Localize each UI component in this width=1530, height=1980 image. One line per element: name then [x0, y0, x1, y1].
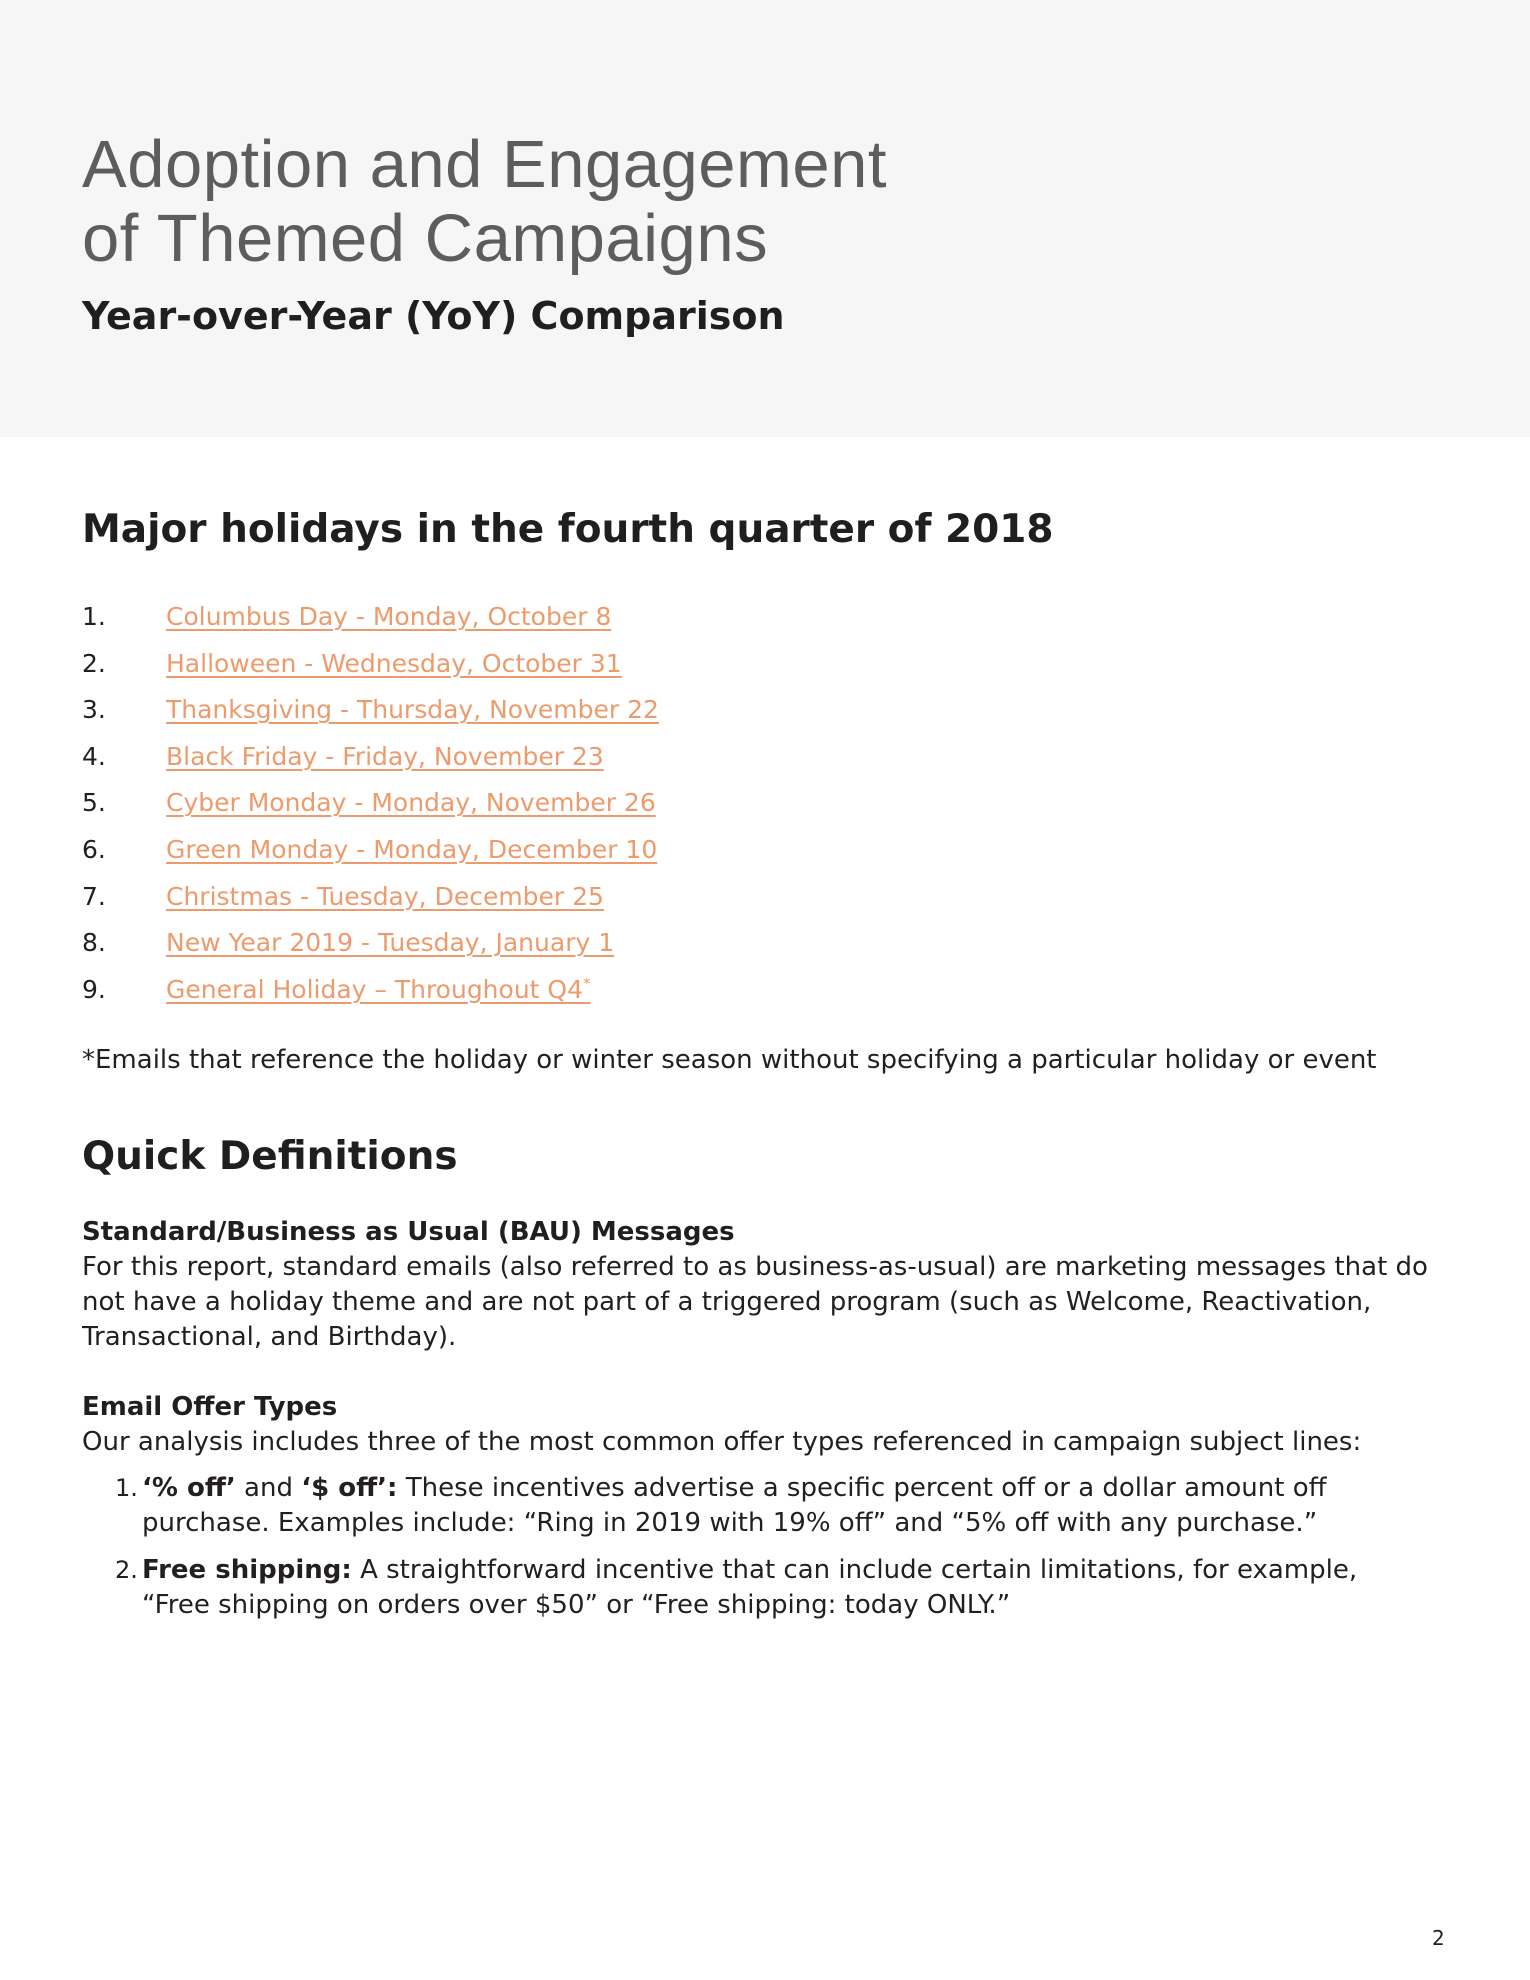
- holiday-number: 6.: [82, 834, 106, 864]
- holiday-number: 4.: [82, 741, 106, 771]
- offer-types-intro: Our analysis includes three of the most common offer types referenced in campaign subject lines:: [82, 1427, 1362, 1457]
- offer-term-dollar-off: ‘$ off’:: [301, 1473, 398, 1503]
- offer-term-percent-off: ‘% off’: [142, 1473, 236, 1503]
- document-title-line-2: of Themed Campaigns: [82, 201, 769, 276]
- offer-types-title: Email Offer Types: [82, 1392, 338, 1422]
- holiday-link-christmas[interactable]: Christmas - Tuesday, December 25: [166, 881, 604, 911]
- holiday-number: 1.: [82, 602, 106, 631]
- holiday-number: 3.: [82, 695, 106, 725]
- offer-description: A straightforward incentive that can include certain limitations, for example, “Free shipping on orders over $50” or “Free shipping: today ONLY.”: [142, 1555, 1358, 1620]
- holiday-link-halloween[interactable]: Halloween - Wednesday, October 31: [166, 648, 622, 678]
- document-title-line-1: Adoption and Engagement: [82, 127, 887, 202]
- document-subtitle: Year-over-Year (YoY) Comparison: [82, 294, 785, 338]
- bau-definition-title: Standard/Business as Usual (BAU) Messages: [82, 1217, 735, 1247]
- holiday-number: 9.: [82, 974, 106, 1004]
- offer-term-free-shipping: Free shipping:: [142, 1555, 352, 1585]
- holiday-footnote: *Emails that reference the holiday or winter season without specifying a particular holiday or event: [82, 1045, 1377, 1075]
- footnote-marker: *: [583, 974, 591, 993]
- holiday-link-cyber-monday[interactable]: Cyber Monday - Monday, November 26: [166, 788, 656, 818]
- holiday-link-green-monday[interactable]: Green Monday - Monday, December 10: [166, 834, 658, 864]
- holiday-link-thanksgiving[interactable]: Thanksgiving - Thursday, November 22: [166, 695, 659, 725]
- offer-term-joiner: and: [244, 1473, 293, 1503]
- holiday-number: 8.: [82, 928, 106, 958]
- holidays-heading: Major holidays in the fourth quarter of 2018: [82, 507, 1054, 552]
- offer-number: 2.: [115, 1556, 138, 1584]
- offer-item-free-shipping: [82, 1553, 1412, 1623]
- holiday-link-black-friday[interactable]: Black Friday - Friday, November 23: [166, 741, 604, 771]
- holiday-number: 7.: [82, 881, 106, 911]
- holiday-link-columbus-day[interactable]: Columbus Day - Monday, October 8: [166, 602, 612, 631]
- holiday-number: 5.: [82, 788, 106, 818]
- document-title: [82, 128, 887, 276]
- offer-description: These incentives advertise a specific percent off or a dollar amount off purchase. Examples include: “Ring in 2019 with 19% off” and “5% off with any purchase.”: [142, 1473, 1327, 1538]
- bau-definition-body: For this report, standard emails (also referred to as business-as-usual) are marketing messages that do not have a holiday theme and are not part of a triggered program (such as Welcome, Reactivation, Transactional, and Birthday).: [82, 1252, 1428, 1352]
- header-band: [0, 0, 1530, 437]
- offer-item-percent-dollar-off: [82, 1471, 1412, 1541]
- holiday-number: 2.: [82, 648, 106, 678]
- holiday-link-new-year[interactable]: New Year 2019 - Tuesday, January 1: [166, 928, 615, 958]
- holiday-link-general-holiday[interactable]: [166, 972, 591, 1008]
- holiday-link-label: General Holiday – Throughout Q4: [166, 974, 584, 1004]
- definitions-heading: Quick Definitions: [82, 1134, 458, 1179]
- page-number: 2: [1432, 1926, 1445, 1950]
- offer-types-list: [82, 1471, 1412, 1635]
- offer-number: 1.: [115, 1474, 138, 1502]
